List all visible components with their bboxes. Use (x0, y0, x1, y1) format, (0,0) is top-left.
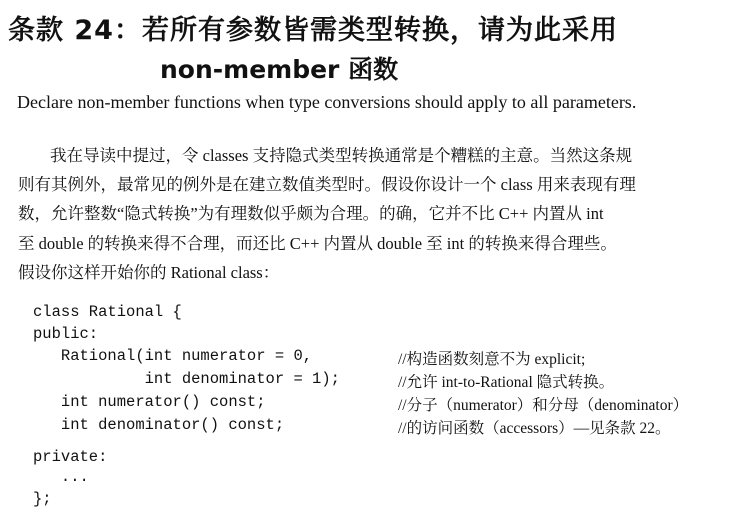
english-subtitle: Declare non-member functions when type conversions should apply to all parameters. (17, 92, 637, 112)
code-line: Rational(int numerator = 0, (33, 347, 313, 365)
item-title: 条款 24：若所有参数皆需类型转换，请为此采用 (8, 15, 618, 46)
paragraph-line: 我在导读中提过，令 classes 支持隐式类型转换通常是个糟糕的主意。当然这条规 (50, 146, 633, 165)
paragraph-line: 至 double 的转换来得不合理，而还比 C++ 内置从 double 至 int 的转换来得合理些。 (18, 234, 617, 253)
code-line: int denominator = 1); (33, 370, 340, 388)
code-line: private: (33, 448, 108, 466)
code-comment: //构造函数刻意不为 explicit; (398, 351, 586, 368)
code-comment: //的访问函数（accessors）—见条款 22。 (398, 420, 671, 437)
code-line: ... (33, 468, 89, 486)
item-title-continued: non-member 函数 (160, 55, 399, 84)
paragraph-line: 则有其例外，最常见的例外是在建立数值类型时。假设你设计一个 class 用来表现有理 (18, 175, 636, 194)
code-line: int numerator() const; (33, 393, 266, 411)
code-line: int denominator() const; (33, 416, 285, 434)
paragraph-line: 假设你这样开始你的 Rational class： (18, 263, 280, 282)
code-comment: //允许 int-to-Rational 隐式转换。 (398, 374, 615, 391)
paragraph-line: 数，允许整数“隐式转换”为有理数似乎颇为合理。的确，它并不比 C++ 内置从 int (18, 204, 604, 223)
code-line: class Rational { (33, 303, 182, 321)
code-comment: //分子（numerator）和分母（denominator） (398, 397, 689, 414)
code-line: }; (33, 490, 52, 508)
code-line: public: (33, 325, 99, 343)
